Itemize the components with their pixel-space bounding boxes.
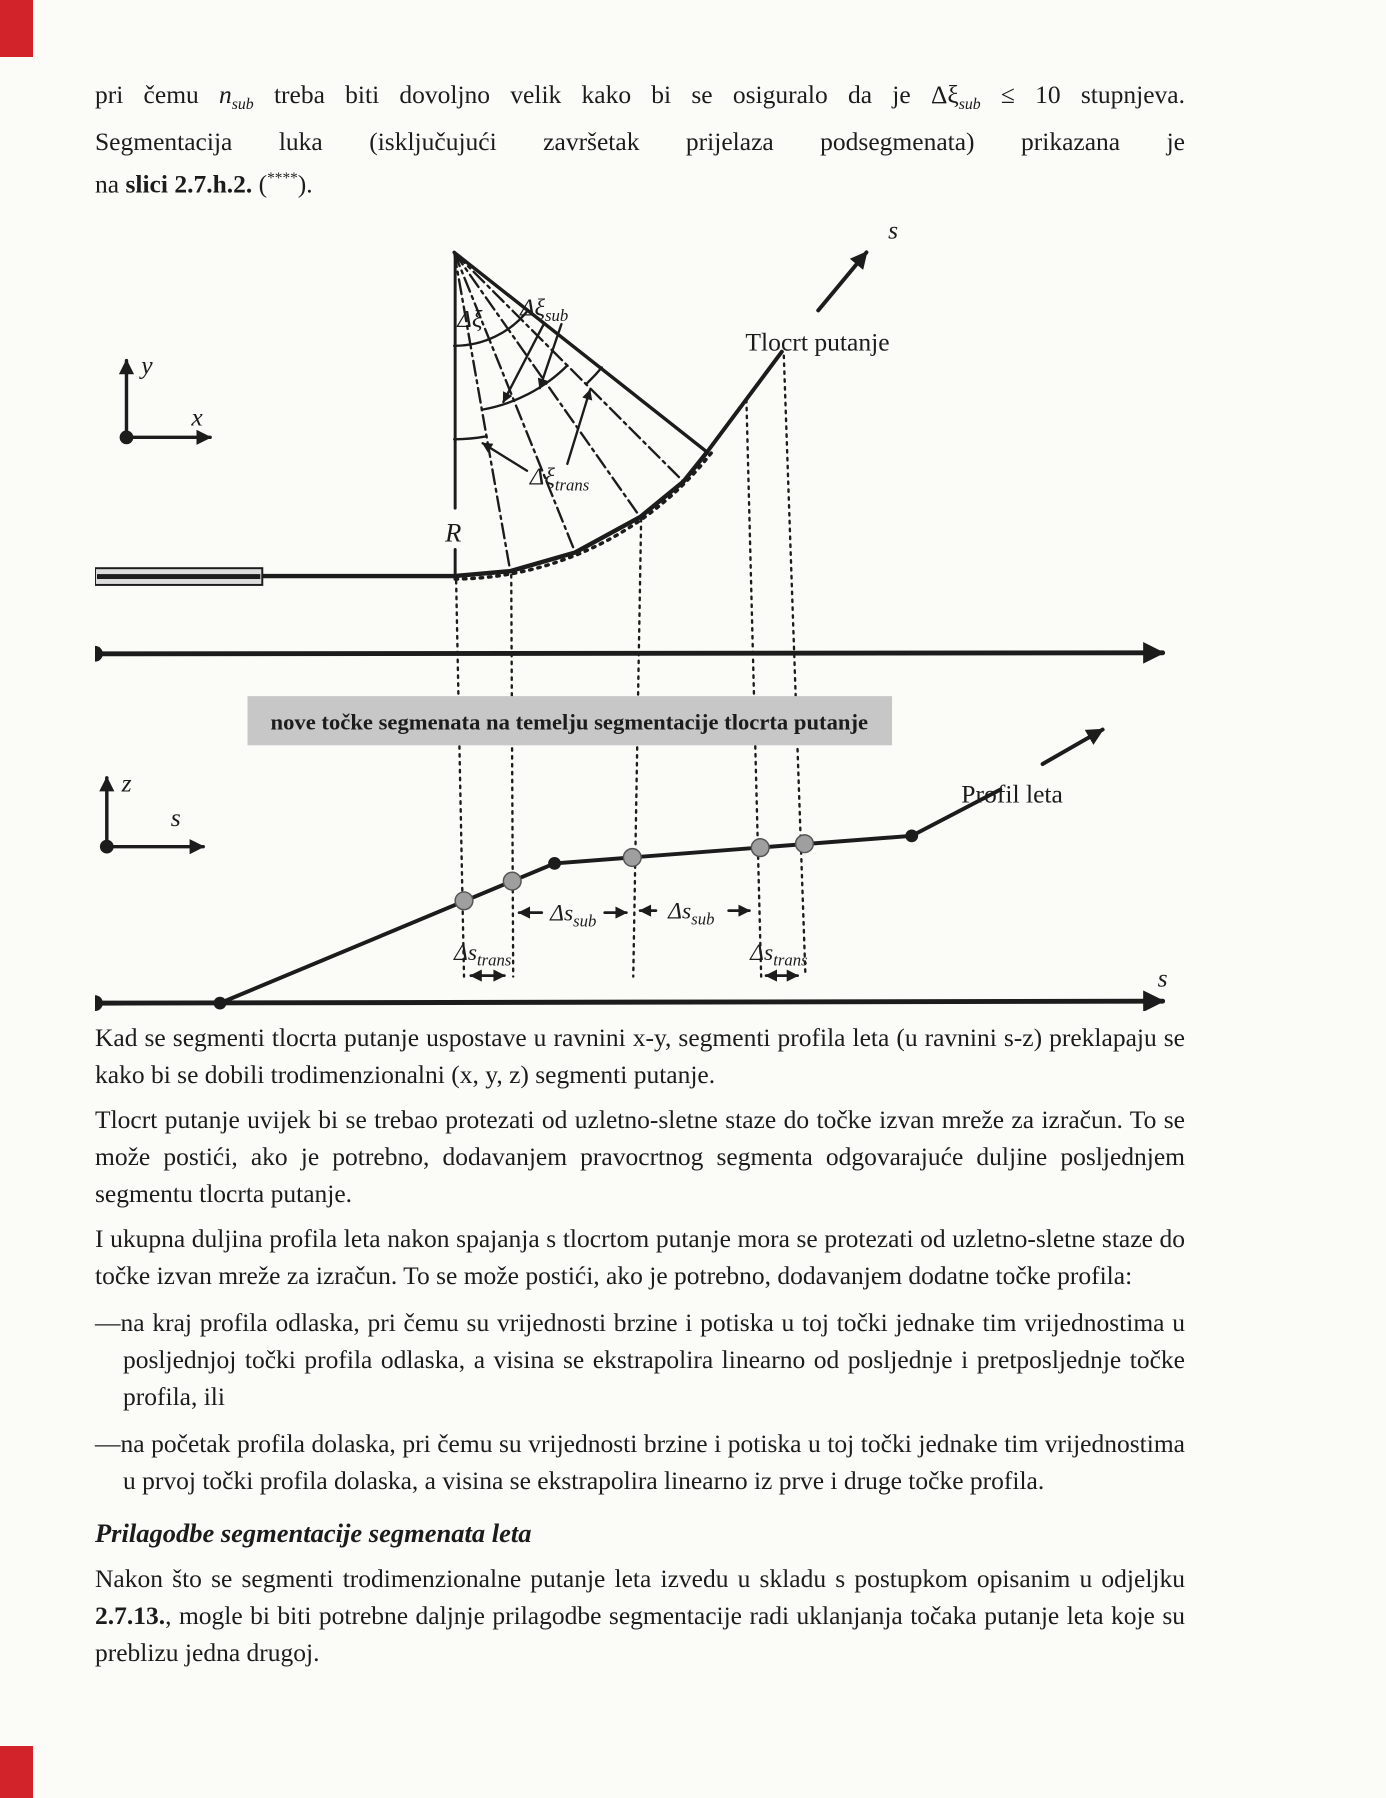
intro-text: pri čemu [95, 80, 220, 109]
var-n-subscript: sub [231, 96, 254, 114]
angle-arc-trans-last [586, 367, 602, 384]
flight-profile-line [220, 789, 1000, 1003]
intro-line-2: Segmentacija luka (isključujući završetak prijelaza podsegmenata) prikazana je [95, 127, 1185, 157]
z-axis-label: z [121, 768, 132, 798]
intro-text: ( [252, 169, 268, 199]
profile-point [214, 996, 227, 1009]
projection-line [511, 575, 513, 976]
intro-line-1 [95, 76, 1185, 123]
banner-label: nove točke segmenata na temelju segmentacije tlocrta putanje [270, 709, 869, 735]
radius-label: R [445, 517, 462, 548]
figure-2-7-h-2 [95, 211, 1210, 1011]
s-direction-label: s [888, 215, 899, 245]
bullet-arrival-profile: —na početak profila dolaska, pri čemu su vrijednosti brzine i potiska u toj točki jednake tim vrijednostima u prvoj točki profila dolaska, a visina se ekstrapolira linearno iz prve i druge točke profila. [95, 1428, 1185, 1495]
profile-point [905, 829, 918, 842]
projection-line [633, 519, 641, 977]
intro-paragraph [95, 76, 1185, 203]
intro-text: ). [297, 169, 313, 199]
new-segment-point [503, 872, 521, 890]
angle-arc-trans-first [454, 436, 486, 439]
delta-xi-trans-arrow [567, 390, 590, 464]
page-edge-mark-bottom [0, 1746, 33, 1798]
profile-view [95, 729, 1163, 1010]
y-axis-label: y [141, 349, 153, 379]
angle-arc-sub [482, 365, 568, 409]
runway-centerline [97, 574, 260, 579]
bottom-ground-line [99, 1001, 1163, 1003]
page-content [95, 76, 1185, 1671]
bottom-s-label: s [1157, 962, 1168, 992]
paragraph-ground-track-extent: Tlocrt putanje uvijek bi se trebao protezati od uzletno-sletne staze do točke izvan mreže za izračun. To se može postići, ako je potrebno, dodavanjem pravocrtnog segmenta odgovarajuće duljine posljednjem segmentu tlocrta putanje. [95, 1104, 1185, 1208]
ds-trans-label: $\Delta s_{trans}$ [453, 939, 512, 970]
profile-s-axis-label: s [170, 802, 181, 832]
paragraph-overlay: Kad se segmenti tlocrta putanje uspostave u ravnini x-y, segmenti profila leta (u ravnini s-z) preklapaju se kako bi se dobili trodimenzionalni (x, y, z) segmenti putanje. [95, 1022, 1185, 1089]
ds-sub-label: $\Delta s_{sub}$ [550, 900, 597, 930]
projection-line [456, 581, 464, 977]
projection-line [784, 355, 806, 976]
ground-line [99, 652, 1163, 653]
profile-point [548, 857, 561, 870]
new-segment-point [751, 838, 769, 856]
figure-reference: slici 2.7.h.2. [125, 169, 253, 199]
outbound-track [707, 351, 782, 451]
new-segment-point [796, 834, 814, 852]
footnote-stars: **** [267, 170, 298, 188]
ds-trans-label: $\Delta s_{trans}$ [750, 939, 808, 970]
new-segment-point [623, 848, 641, 866]
projection-line [746, 400, 761, 977]
intro-text: na [95, 169, 126, 199]
sym-delta-xi-subscript: sub [958, 96, 981, 114]
intro-text: ≤ 10 stupnjeva. [980, 80, 1185, 109]
ground-track-label: Tlocrt putanje [745, 327, 890, 357]
plan-s-arrow [818, 252, 866, 310]
section-reference: 2.7.13. [95, 1600, 166, 1630]
plan-view [95, 252, 1163, 976]
sub-segment-radius [454, 252, 575, 552]
new-segment-point [455, 892, 473, 910]
paragraph-profile-extent: I ukupna duljina profila leta nakon spajanja s tlocrtom putanje mora se protezati od uzletno-sletne staze do točke izvan mreže za izračun. To se može postići, ako je potrebno, dodavanjem dodatne točke profila: [95, 1223, 1185, 1290]
bullet-departure-profile: —na kraj profila odlaska, pri čemu su vrijednosti brzine i potiska u toj točki jednake tim vrijednostima u posljednjoj točki profila odlaska, a visina se ekstrapolira linearno od posljednje i pretposljednje točke profila, ili [95, 1307, 1185, 1411]
section-heading: Prilagodbe segmentacije segmenata leta [95, 1517, 532, 1548]
paragraph-text: Nakon što se segmenti trodimenzionalne putanje leta izvedu u skladu s postupkom opisanim u odjeljku [95, 1563, 1185, 1593]
var-n: n [219, 80, 232, 109]
delta-xi-trans-label: $\Delta\xi_{trans}$ [529, 463, 590, 495]
delta-xi-sub-label: $\Delta\xi_{sub}$ [520, 293, 569, 325]
intro-text: treba biti dovoljno velik kako bi se osiguralo da je [253, 80, 931, 109]
paragraph-segmentation-adjustments [95, 1560, 1185, 1671]
banner [248, 696, 893, 745]
ds-sub-label: $\Delta s_{sub}$ [668, 898, 715, 929]
paragraph-text: , mogle bi biti potrebne daljnje prilagodbe segmentacije radi uklanjanja točaka putanje leta koje su preblizu jedna drugoj. [95, 1600, 1185, 1667]
profile-s-arrow [1043, 729, 1103, 763]
page-edge-mark-top [0, 0, 33, 57]
delta-xi-label: Δξ [457, 305, 483, 333]
intro-line-3 [95, 160, 1185, 203]
profile-label: Profil leta [961, 778, 1063, 808]
x-axis-label: x [191, 402, 203, 432]
sym-delta-xi: Δξ [930, 80, 959, 109]
